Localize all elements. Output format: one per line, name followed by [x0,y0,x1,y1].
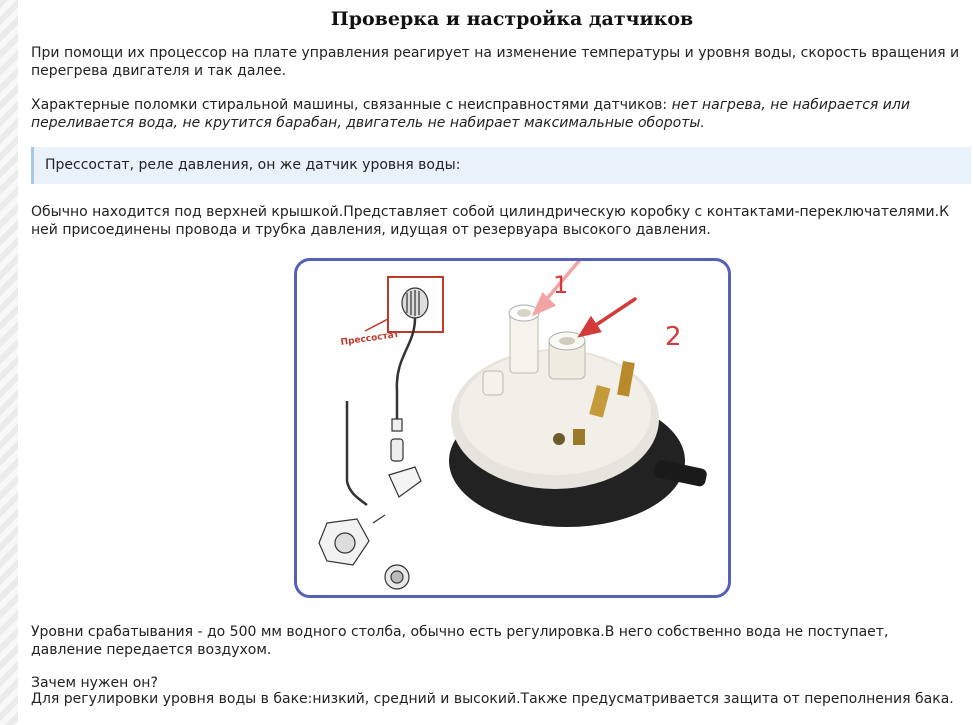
decorative-side-pattern [0,0,18,725]
pressure-switch-illustration [297,261,728,595]
diagram-hose [397,318,415,419]
levels-paragraph: Уровни срабатывания - до 500 мм водного столба, обычно есть регулировка.В него собственно вода не поступает, давление передается воздухом. [31,624,889,658]
arrow-2 [593,299,635,327]
diagram-wire [347,401,367,505]
why-question: Зачем нужен он? [31,675,158,691]
diagram-schematic [319,277,443,589]
section-heading-callout: Прессостат, реле давления, он же датчик уровня воды: [31,147,971,184]
intro-paragraph: При помощи их процессор на плате управления реагирует на изменение температуры и уровня воды, скорость вращения и перегрева двигателя и так далее. [31,45,960,79]
marker-2: 2 [665,322,682,352]
diagram-pointer-line [365,319,388,331]
faults-paragraph [31,96,961,132]
page-title: Проверка и настройка датчиков [330,8,694,30]
pressure-switch-figure [294,258,731,598]
marker-1: 1 [553,271,569,299]
description-paragraph: Обычно находится под верхней крышкой.Представляет собой цилиндрическую коробку с контактами-переключателями.К ней присоединены провода и трубка давления, идущая от резервуара высокого давления. [31,204,950,238]
diagram-label: Прессостат [340,329,400,348]
why-answer: Для регулировки уровня воды в баке:низкий, средний и высокий.Также предусматривается защита от переполнения бака. [31,691,954,707]
annotation-arrows [535,261,635,335]
diagram-bracket [389,467,421,497]
faults-list: нет нагрева, не набирается или переливается вода, не крутится барабан, двигатель не набирает максимальные обороты. [31,97,910,131]
faults-lead: Характерные поломки стиральной машины, связанные с неисправностями датчиков: [31,97,672,113]
